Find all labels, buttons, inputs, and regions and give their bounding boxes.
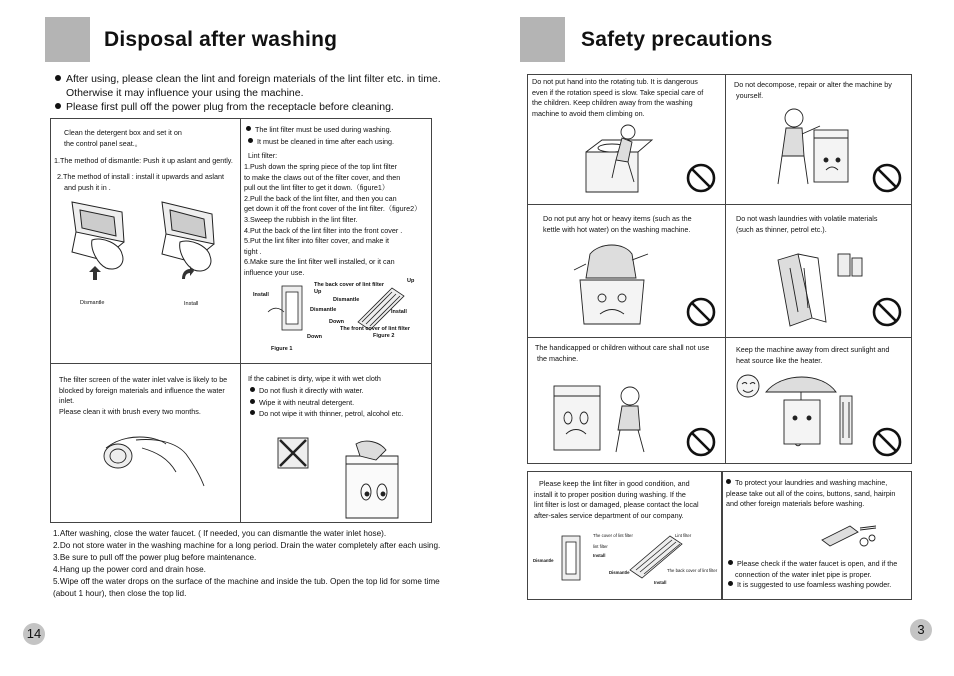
prohibited-icon: [872, 297, 902, 327]
child-climbing-illustration: [582, 122, 672, 194]
fig-lint-filter-label: Lint filter: [675, 533, 692, 538]
prohibited-icon: [686, 297, 716, 327]
cabinet-head: If the cabinet is dirty, wipe it with wet cloth: [248, 374, 381, 383]
lint-filter-heading: Lint filter:: [248, 151, 278, 160]
safety-cell-hand-text: Do not put hand into the rotating tub. It is dangerous even if the rotation speed is slow. Take special care of the children. Keep children away from the washing machine to avoid them climbing on.: [532, 77, 704, 118]
fig-down-2: Down: [307, 334, 322, 340]
faucet-check-bullet: Please check if the water faucet is open, and if the connection of the water inlet pipe is proper. It is suggested to use foamless washing powder.: [728, 559, 908, 591]
fig-install-small-2: Install: [654, 580, 667, 585]
lint-bullet-2: It must be cleaned in time after each using.: [248, 137, 394, 148]
bullet-icon: [728, 581, 733, 586]
fig-install-small: Install: [593, 553, 606, 558]
detergent-box-illustration: [62, 192, 232, 292]
left-title-block: [45, 17, 90, 62]
prohibited-icon: [686, 427, 716, 457]
cabinet-bullet-1: Do not flush it directly with water.: [250, 386, 364, 397]
safety-cell-repair-text: Do not decompose, repair or alter the machine by yourself.: [734, 80, 892, 100]
bullet-icon: [250, 410, 255, 415]
cabinet-bullet-2: Wipe it with neutral detergent.: [250, 398, 354, 409]
fig-figure-1: Figure 1: [271, 346, 293, 352]
bullet-icon: [55, 103, 61, 109]
fig-install: Install: [253, 292, 269, 298]
safety-cell-children-text: The handicapped or children without care shall not use the machine.: [535, 343, 710, 363]
fig-install-2: Install: [391, 309, 407, 315]
bullet-icon: [250, 387, 255, 392]
volatile-clothes-illustration: [768, 248, 868, 330]
bullet-icon: [55, 75, 61, 81]
fig-up-2: Up: [407, 278, 415, 284]
install-method: 2.The method of install : install it upwards and aslant: [57, 172, 225, 181]
dismantle-method: 1.The method of dismantle: Push it up aslant and gently.: [54, 156, 233, 165]
lint-care-text: Please keep the lint filter in good condition, and install it to proper position during washing. If the lint filter is lost or damaged, please contact the local after-sales service department of our company.: [534, 479, 699, 520]
right-title-block: [520, 17, 565, 62]
grid-divider-h: [50, 363, 431, 364]
sun-umbrella-illustration: [732, 372, 872, 448]
foreign-materials-text: To protect your laundries and washing machine, please take out all of the coins, buttons, sand, hairpin and other foreign materials before washing.: [726, 478, 896, 508]
bullet-icon: [728, 560, 733, 565]
child-repair-illustration: [764, 104, 854, 198]
safety-divider-h2: [527, 337, 911, 338]
inlet-valve-text: The filter screen of the water inlet valve is likely to be blocked by foreign materials and influence the water inlet. Please clean it with brush every two months.: [59, 375, 228, 416]
prohibited-icon: [872, 427, 902, 457]
bullet-icon: [250, 399, 255, 404]
lint-filter-small-figure: [546, 532, 706, 588]
lint-bullet-1: The lint filter must be used during washing.: [246, 125, 392, 136]
cabinet-bullet-3: Do not wipe it with thinner, petrol, alcohol etc.: [250, 409, 403, 420]
kettle-machine-illustration: [570, 244, 660, 328]
right-page-title: Safety precautions: [581, 28, 773, 51]
left-page-title: Disposal after washing: [104, 28, 338, 51]
prohibited-icon: [872, 163, 902, 193]
bullet-icon: [246, 126, 251, 131]
safety-cell-volatile-text: Do not wash laundries with volatile materials (such as thinner, petrol etc.).: [736, 214, 878, 234]
page-number-left: 14: [23, 623, 45, 645]
fig-dismantle-small-2: Dismantle: [609, 570, 630, 575]
machine-child-illustration: [552, 380, 662, 454]
fig-dismantle-2: Dismantle: [310, 307, 337, 313]
fig-back-cover-small: The back cover of lint filter: [667, 568, 718, 573]
fig-back-cover: The back cover of lint filter: [314, 282, 384, 288]
safety-cell-heat-text: Keep the machine away from direct sunlight and heat source like the heater.: [736, 345, 890, 365]
up-arrow-icon: [89, 266, 101, 280]
fig-dismantle-small: Dismantle: [533, 558, 554, 563]
left-bullet-1-cont: Otherwise it may influence your using the machine.: [66, 87, 304, 99]
fig-figure-2: Figure 2: [373, 333, 395, 339]
fig-up: Up: [314, 289, 322, 295]
dismantle-label: Dismantle: [80, 300, 105, 306]
after-washing-notes: 1.After washing, close the water faucet. ( If needed, you can dismantle the water inlet hose). 2.Do not store water in the washing machine for a long period. Drain the water completely after each using. 3.Be sure to pull off the power plug before maintenance. 4.Hang up the power cord and drain hose. 5.Wipe off the water drops on the surface of the machine and inside the tub. Open the top lid for some time (about 1 hour), then close the top lid.: [53, 529, 441, 598]
page-number-right: 3: [910, 619, 932, 641]
fig-lint-filter: lint filter: [593, 544, 608, 549]
fig-front-cover: The front cover of lint filter: [340, 326, 410, 332]
left-bullet-2: Please first pull off the power plug from the receptacle before cleaning.: [55, 100, 394, 114]
detergent-line-1: Clean the detergent box and set it on: [64, 128, 182, 137]
grid-divider-v: [240, 118, 241, 522]
left-bullet-1: After using, please clean the lint and foreign materials of the lint filter etc. in time.: [55, 72, 441, 86]
install-label: Install: [184, 301, 199, 307]
cabinet-wipe-illustration: [276, 436, 406, 518]
fig-down: Down: [329, 319, 344, 325]
fig-dismantle: Dismantle: [333, 297, 360, 303]
curved-arrow-icon: [180, 266, 194, 280]
prohibited-icon: [686, 163, 716, 193]
fig-cover-lint: The cover of lint filter: [593, 533, 633, 538]
lint-steps: 1.Push down the spring piece of the top lint filter to make the claws out of the filter cover, and then pull out the lint filter to get it down.（figure1） 2.Pull the back of the lint filter, and then you can get down it off the front cover of the lint filter.（figure2） 3.Sweep the rubbish in the lint filter. 4.Put the back of the lint filter into the front cover . 5.Put the lint filter into filter cover, and make it tight . 6.Make sure the lint filter well installed, or it can influence your use.: [244, 162, 422, 277]
install-method-cont: and push it in .: [64, 183, 111, 192]
brush-cleaning-illustration: [96, 428, 206, 488]
bullet-icon: [248, 138, 253, 143]
detergent-line-2: the control panel seat.。: [64, 139, 142, 148]
bullet-icon: [726, 479, 731, 484]
coins-hairpin-illustration: [820, 520, 880, 552]
safety-divider-h1: [527, 204, 911, 205]
safety-divider-v: [725, 74, 726, 463]
safety-cell-heavy-text: Do not put any hot or heavy items (such as the kettle with hot water) on the washing machine.: [543, 214, 692, 234]
